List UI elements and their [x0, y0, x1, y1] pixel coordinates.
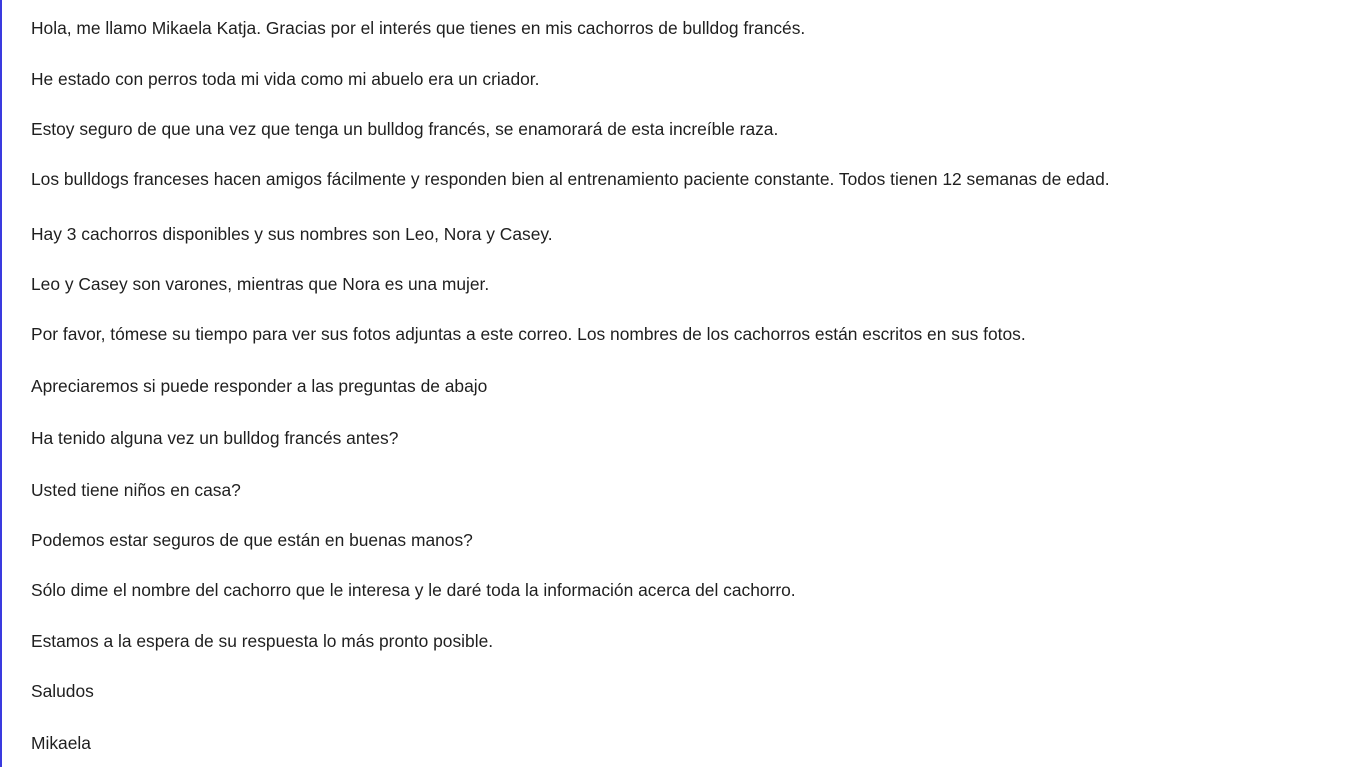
body-line: Leo y Casey son varones, mientras que Nora es una mujer. [31, 274, 490, 294]
body-line: Por favor, tómese su tiempo para ver sus fotos adjuntas a este correo. Los nombres de los cachorros están escritos en sus fotos. [31, 324, 1026, 344]
question-line: Ha tenido alguna vez un bulldog francés antes? [31, 428, 399, 448]
body-line: Apreciaremos si puede responder a las preguntas de abajo [31, 376, 488, 396]
body-line: Estamos a la espera de su respuesta lo más pronto posible. [31, 631, 494, 651]
body-line: Los bulldogs franceses hacen amigos fácilmente y responden bien al entrenamiento paciente constante. Todos tienen 12 semanas de edad. [31, 169, 1110, 189]
body-line: Estoy seguro de que una vez que tenga un bulldog francés, se enamorará de esta increíble raza. [31, 119, 779, 139]
body-line: Hay 3 cachorros disponibles y sus nombres son Leo, Nora y Casey. [31, 224, 553, 244]
closing-line: Saludos [31, 681, 94, 701]
greeting-line: Hola, me llamo Mikaela Katja. Gracias por el interés que tienes en mis cachorros de bulldog francés. [31, 18, 806, 38]
body-line: He estado con perros toda mi vida como mi abuelo era un criador. [31, 69, 540, 89]
signature-line: Mikaela [31, 733, 91, 753]
question-line: Usted tiene niños en casa? [31, 480, 241, 500]
body-line: Sólo dime el nombre del cachorro que le interesa y le daré toda la información acerca del cachorro. [31, 580, 796, 600]
question-line: Podemos estar seguros de que están en buenas manos? [31, 530, 473, 550]
